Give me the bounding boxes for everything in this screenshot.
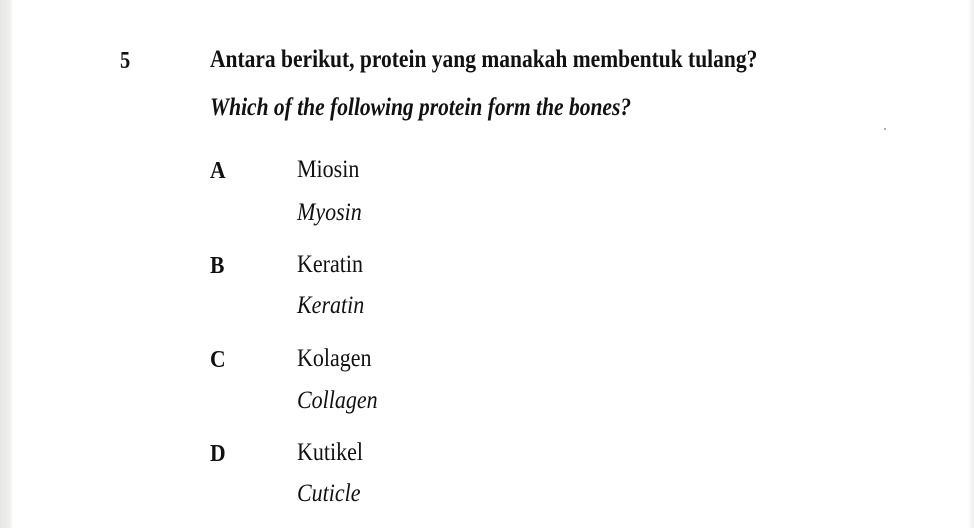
option-d-english: Cuticle	[297, 480, 361, 507]
scan-speck	[884, 128, 886, 130]
option-d-letter: D	[210, 441, 226, 467]
option-c-malay: Kolagen	[297, 345, 372, 372]
page-left-edge	[0, 0, 12, 528]
option-d-malay: Kutikel	[297, 439, 363, 466]
option-b-english: Keratin	[297, 292, 365, 319]
option-c-letter: C	[210, 347, 226, 373]
option-b-malay: Keratin	[297, 251, 363, 278]
question-number: 5	[120, 48, 131, 74]
question-text-english: Which of the following protein form the bones?	[210, 94, 632, 121]
option-a-english: Myosin	[297, 199, 362, 226]
option-a-letter: A	[210, 158, 226, 184]
option-b-letter: B	[210, 253, 225, 279]
page-right-edge	[968, 0, 974, 528]
option-a-malay: Miosin	[297, 156, 360, 183]
question-text-malay: Antara berikut, protein yang manakah membentuk tulang?	[210, 46, 758, 73]
option-c-english: Collagen	[297, 387, 378, 414]
